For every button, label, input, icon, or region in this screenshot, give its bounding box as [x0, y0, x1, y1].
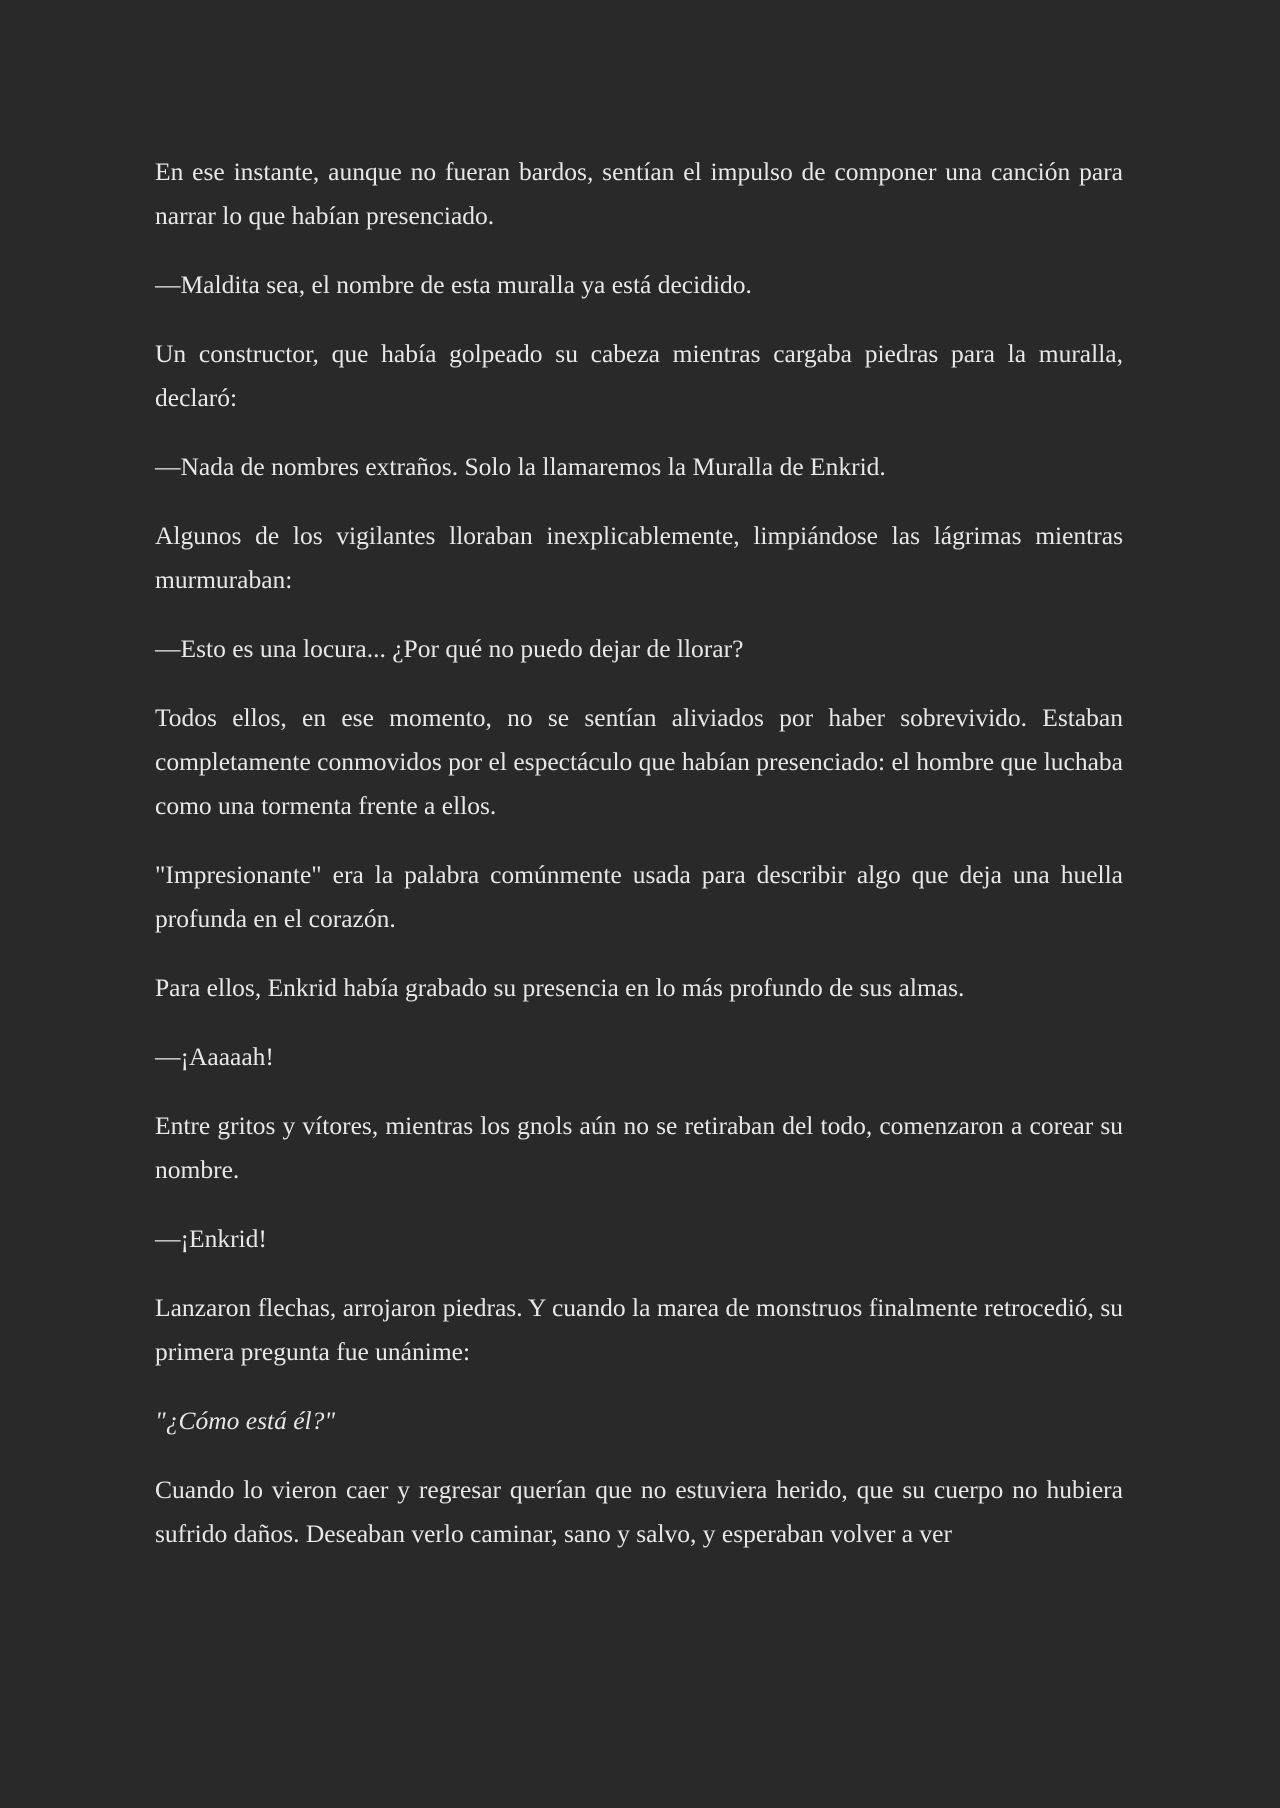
paragraph: Cuando lo vieron caer y regresar querían que no estuviera herido, que su cuerpo no hubiera sufrido daños. Deseaban verlo caminar, sano y salvo, y esperaban volver a ver	[155, 1475, 1123, 1548]
reader-content	[155, 150, 1123, 1581]
paragraph: Entre gritos y vítores, mientras los gnols aún no se retiraban del todo, comenzaron a corear su nombre.	[155, 1111, 1123, 1184]
paragraph: —¡Aaaaah!	[155, 1042, 274, 1071]
paragraph: —¡Enkrid!	[155, 1224, 267, 1253]
paragraph: Todos ellos, en ese momento, no se sentían aliviados por haber sobrevivido. Estaban completamente conmovidos por el espectáculo que habían presenciado: el hombre que luchaba como una tormenta frente a ellos.	[155, 703, 1123, 820]
paragraph: "¿Cómo está él?"	[155, 1406, 336, 1435]
paragraph: Algunos de los vigilantes lloraban inexplicablemente, limpiándose las lágrimas mientras murmuraban:	[155, 521, 1123, 594]
paragraph: "Impresionante" era la palabra comúnmente usada para describir algo que deja una huella profunda en el corazón.	[155, 860, 1123, 933]
paragraph: Para ellos, Enkrid había grabado su presencia en lo más profundo de sus almas.	[155, 973, 965, 1002]
paragraph: Un constructor, que había golpeado su cabeza mientras cargaba piedras para la muralla, declaró:	[155, 339, 1123, 412]
paragraph: —Nada de nombres extraños. Solo la llamaremos la Muralla de Enkrid.	[155, 452, 886, 481]
paragraph: —Esto es una locura... ¿Por qué no puedo dejar de llorar?	[155, 634, 744, 663]
paragraph: Lanzaron flechas, arrojaron piedras. Y cuando la marea de monstruos finalmente retrocedió, su primera pregunta fue unánime:	[155, 1293, 1123, 1366]
paragraph: —Maldita sea, el nombre de esta muralla ya está decidido.	[155, 270, 752, 299]
paragraph: En ese instante, aunque no fueran bardos, sentían el impulso de componer una canción para narrar lo que habían presenciado.	[155, 157, 1123, 230]
